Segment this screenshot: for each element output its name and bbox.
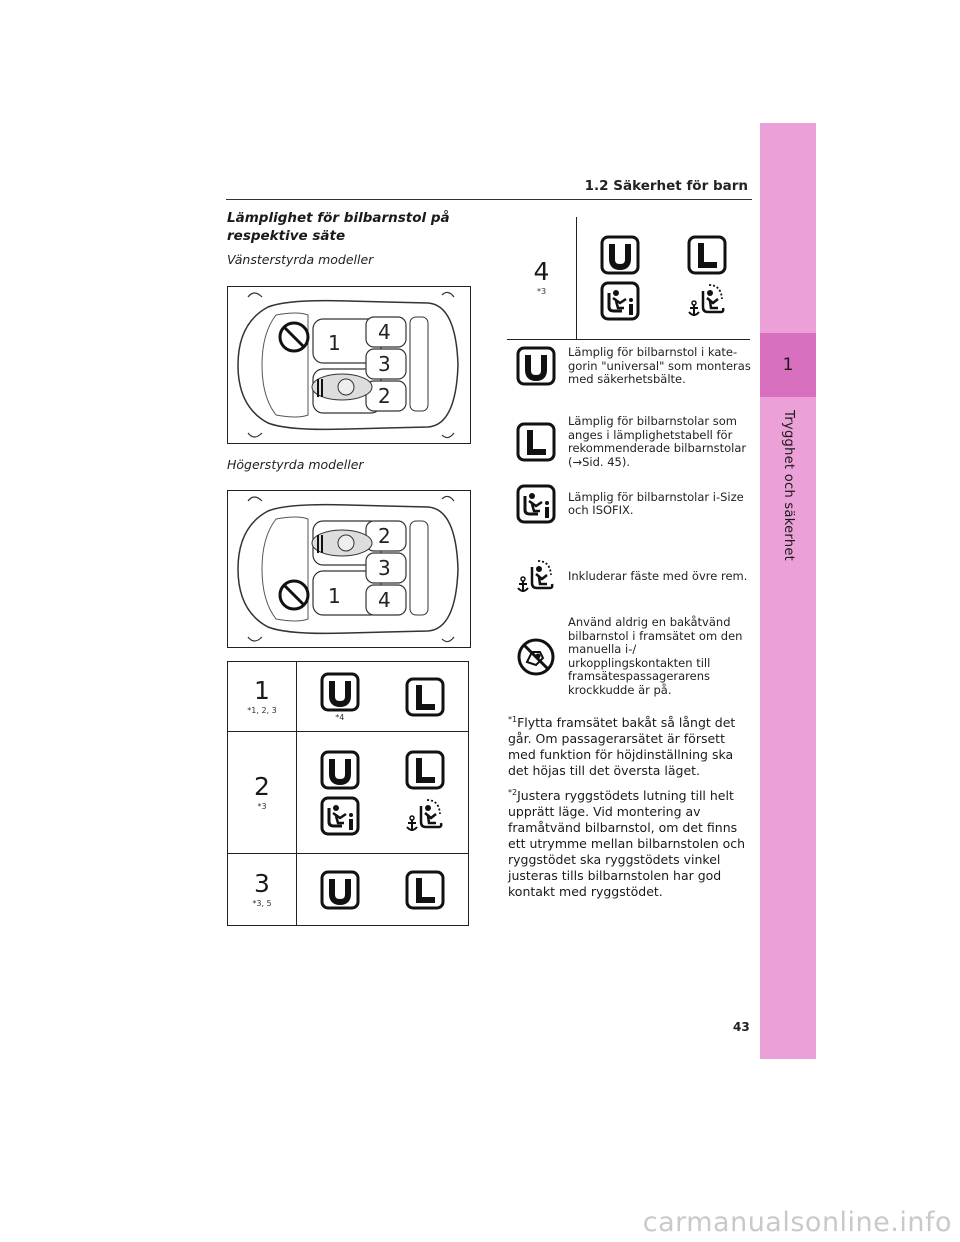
lhd-seat-3: 3 bbox=[378, 352, 391, 376]
legend-isize bbox=[507, 484, 752, 524]
l-category-icon bbox=[405, 677, 445, 717]
page-heading: Lämplighet för bilbarnstol på respektive säte bbox=[227, 210, 450, 244]
top-tether-icon bbox=[516, 557, 556, 597]
watermark: carmanualsonline.info bbox=[642, 1207, 952, 1238]
chapter-number: 1 bbox=[760, 333, 816, 397]
isize-isofix-icon bbox=[320, 796, 360, 836]
isize-isofix-icon bbox=[600, 281, 640, 321]
table-row bbox=[228, 662, 469, 732]
section-title: 1.2 Säkerhet för barn bbox=[584, 178, 748, 194]
seat-4-table bbox=[507, 217, 750, 340]
legend-text: Inkluderar fäste med övre rem. bbox=[568, 569, 748, 584]
l-category-icon bbox=[405, 750, 445, 790]
legend-warning bbox=[507, 616, 752, 697]
lhd-seat-4: 4 bbox=[378, 320, 391, 344]
footnotes bbox=[508, 712, 753, 906]
universal-u-icon bbox=[516, 346, 556, 386]
lhd-seat-1: 1 bbox=[328, 331, 341, 355]
table-row bbox=[228, 854, 469, 926]
rhd-car-figure bbox=[227, 490, 471, 648]
legend-text: Lämplig för bilbarnstolar i-Size och ISOFIX. bbox=[568, 489, 744, 517]
universal-u-icon bbox=[320, 870, 360, 910]
rhd-seat-2: 2 bbox=[378, 524, 391, 548]
top-tether-icon bbox=[405, 796, 445, 836]
legend-text: Använd aldrig en bakåtvänd bilbarnstol i framsätet om den manuella i-/ urkopplingskontakten till framsätespassagerarens krockkudde är på. bbox=[568, 615, 743, 697]
footnote-2: $^{*2}$Justera ryggstödets lutning till helt upprätt läge. Vid montering av framåtvänd bilbarnstol, om det finns ett utrymme mellan bilbarnstolen och ryggstödet ska ryggstödets vinkel justeras tills bilbarnstolen har god kontakt med ryggstödet. bbox=[508, 788, 746, 900]
lhd-seat-2: 2 bbox=[378, 384, 391, 408]
seat-note: *1, 2, 3 bbox=[247, 706, 277, 715]
universal-u-icon bbox=[320, 672, 360, 712]
legend-tether bbox=[507, 557, 752, 597]
footnote-1: $^{*1}$Flytta framsätet bakåt så långt det går. Om passagerarsätet är försett med funktion för höjdinställning ska det höjas till det översta läget. bbox=[508, 715, 736, 779]
chapter-title: Trygghet och säkerhet bbox=[781, 410, 796, 562]
page-number: 43 bbox=[733, 1020, 750, 1034]
top-tether-icon bbox=[687, 281, 727, 321]
rhd-label: Högerstyrda modeller bbox=[227, 457, 364, 472]
rhd-seat-1: 1 bbox=[328, 584, 341, 608]
table-row bbox=[507, 217, 750, 339]
seat-note: *3 bbox=[536, 287, 547, 297]
seat-number: 3 bbox=[254, 869, 270, 898]
universal-u-icon bbox=[320, 750, 360, 790]
seat-suitability-table bbox=[227, 661, 469, 926]
isize-isofix-icon bbox=[516, 484, 556, 524]
seat-note: *3 bbox=[257, 802, 267, 811]
legend-text: Lämplig för bilbarnstol i kate-gorin "universal" som monteras med säkerhetsbälte. bbox=[568, 345, 751, 386]
seat-number: 1 bbox=[254, 676, 270, 705]
rhd-seat-3: 3 bbox=[378, 556, 391, 580]
seat-number: 2 bbox=[254, 772, 270, 801]
rhd-seat-4: 4 bbox=[378, 588, 391, 612]
table-row bbox=[228, 732, 469, 854]
l-category-icon bbox=[687, 235, 727, 275]
legend-universal bbox=[507, 346, 752, 387]
header-divider bbox=[226, 199, 752, 200]
legend-l bbox=[507, 415, 752, 469]
l-category-icon bbox=[405, 870, 445, 910]
legend-text: Lämplig för bilbarnstolar som anges i lämplighetstabell för rekommenderade bilbarnstolar (→Sid. 45). bbox=[568, 414, 747, 469]
seat-number: 4 bbox=[533, 257, 550, 287]
universal-u-icon bbox=[600, 235, 640, 275]
l-category-icon bbox=[516, 422, 556, 462]
no-rear-facing-seat-icon bbox=[516, 637, 556, 677]
u-note: *4 bbox=[335, 712, 345, 722]
lhd-label: Vänsterstyrda modeller bbox=[227, 252, 374, 267]
chapter-tab bbox=[760, 123, 816, 1059]
seat-note: *3, 5 bbox=[252, 899, 272, 908]
lhd-car-figure bbox=[227, 286, 471, 444]
